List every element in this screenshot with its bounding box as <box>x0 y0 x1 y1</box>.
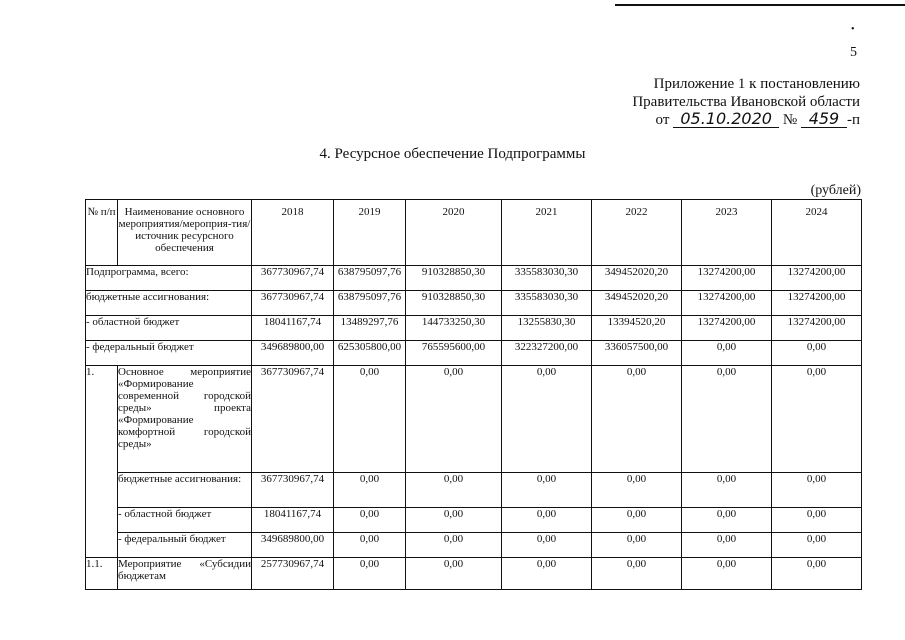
table-row <box>86 366 862 473</box>
cell-value: 0,00 <box>592 558 682 590</box>
cell-value: 0,00 <box>502 508 592 533</box>
number-label: № <box>782 112 798 128</box>
header-year: 2021 <box>502 200 592 266</box>
row-label: - федеральный бюджет <box>118 533 252 558</box>
header-year: 2019 <box>334 200 406 266</box>
section-title: 4. Ресурсное обеспечение Подпрограммы <box>319 146 586 162</box>
cell-value: 0,00 <box>406 473 502 508</box>
cell-value: 910328850,30 <box>406 291 502 316</box>
row-index: 1.1. <box>86 558 118 590</box>
cell-value: 0,00 <box>502 533 592 558</box>
cell-value: 18041167,74 <box>252 316 334 341</box>
cell-value: 0,00 <box>682 533 772 558</box>
cell-value: 0,00 <box>772 341 862 366</box>
appendix-line-3 <box>632 111 860 129</box>
header-year: 2023 <box>682 200 772 266</box>
row-label: - областной бюджет <box>86 316 252 341</box>
cell-value: 322327200,00 <box>502 341 592 366</box>
cell-value: 0,00 <box>334 558 406 590</box>
cell-value: 367730967,74 <box>252 266 334 291</box>
from-label: от <box>655 112 670 128</box>
cell-value: 0,00 <box>502 473 592 508</box>
row-label: - федеральный бюджет <box>86 341 252 366</box>
row-label: бюджетные ассигнования: <box>86 291 252 316</box>
cell-value: 0,00 <box>406 366 502 473</box>
cell-value: 367730967,74 <box>252 473 334 508</box>
cell-value: 910328850,30 <box>406 266 502 291</box>
header-year: 2018 <box>252 200 334 266</box>
table-row <box>86 473 862 508</box>
activity-name: Мероприятие «Субсидии бюджетам <box>118 558 252 590</box>
appendix-block <box>632 75 860 129</box>
cell-value: 13274200,00 <box>682 266 772 291</box>
header-year: 2024 <box>772 200 862 266</box>
cell-value: 336057500,00 <box>592 341 682 366</box>
cell-value: 0,00 <box>682 473 772 508</box>
appendix-line-2: Правительства Ивановской области <box>632 94 860 110</box>
cell-value: 13489297,76 <box>334 316 406 341</box>
header-name: Наименование основного мероприятия/мероприя-тия/источник ресурсного обеспечения <box>118 200 252 266</box>
cell-value: 0,00 <box>682 508 772 533</box>
cell-value: 0,00 <box>772 533 862 558</box>
cell-value: 367730967,74 <box>252 291 334 316</box>
cell-value: 13255830,30 <box>502 316 592 341</box>
cell-value: 0,00 <box>682 341 772 366</box>
table-row <box>86 508 862 533</box>
row-index: 1. <box>86 366 118 558</box>
cell-value: 349689800,00 <box>252 533 334 558</box>
cell-value: 0,00 <box>406 508 502 533</box>
appendix-line-1: Приложение 1 к постановлению <box>653 76 860 92</box>
cell-value: 0,00 <box>772 473 862 508</box>
page-number: 5 <box>850 45 857 60</box>
cell-value: 349452020,20 <box>592 291 682 316</box>
cell-value: 765595600,00 <box>406 341 502 366</box>
cell-value: 0,00 <box>592 473 682 508</box>
number-suffix: -п <box>846 112 860 128</box>
cell-value: 144733250,30 <box>406 316 502 341</box>
cell-value: 625305800,00 <box>334 341 406 366</box>
cell-value: 0,00 <box>334 473 406 508</box>
cell-value: 349689800,00 <box>252 341 334 366</box>
cell-value: 0,00 <box>592 508 682 533</box>
cell-value: 13274200,00 <box>772 266 862 291</box>
decree-number: 459 <box>801 111 847 128</box>
table-row <box>86 341 862 366</box>
header-index: № п/п <box>86 200 118 266</box>
cell-value: 13274200,00 <box>772 316 862 341</box>
cell-value: 0,00 <box>592 366 682 473</box>
cell-value: 0,00 <box>772 366 862 473</box>
cell-value: 13274200,00 <box>682 316 772 341</box>
cell-value: 0,00 <box>406 533 502 558</box>
cell-value: 0,00 <box>406 558 502 590</box>
table-row <box>86 533 862 558</box>
cell-value: 0,00 <box>502 366 592 473</box>
row-label: Подпрограмма, всего: <box>86 266 252 291</box>
cell-value: 13274200,00 <box>682 291 772 316</box>
cell-value: 0,00 <box>682 366 772 473</box>
cell-value: 638795097,76 <box>334 291 406 316</box>
cell-value: 349452020,20 <box>592 266 682 291</box>
cell-value: 0,00 <box>772 558 862 590</box>
table-row <box>86 316 862 341</box>
row-label: бюджетные ассигнования: <box>118 473 252 508</box>
cell-value: 0,00 <box>772 508 862 533</box>
table-row <box>86 266 862 291</box>
cell-value: 0,00 <box>682 558 772 590</box>
cell-value: 257730967,74 <box>252 558 334 590</box>
table-header-row <box>86 200 862 266</box>
cell-value: 18041167,74 <box>252 508 334 533</box>
cell-value: 638795097,76 <box>334 266 406 291</box>
scan-mark: • <box>851 24 855 35</box>
cell-value: 0,00 <box>334 508 406 533</box>
top-rule <box>615 4 905 6</box>
cell-value: 0,00 <box>334 533 406 558</box>
cell-value: 0,00 <box>334 366 406 473</box>
cell-value: 13274200,00 <box>772 291 862 316</box>
cell-value: 0,00 <box>592 533 682 558</box>
table-row <box>86 558 862 590</box>
cell-value: 13394520,20 <box>592 316 682 341</box>
activity-name: Основное мероприятие «Формирование современной городской среды» проекта «Формирование комфортной городской среды» <box>118 366 252 473</box>
header-year: 2022 <box>592 200 682 266</box>
table-row <box>86 291 862 316</box>
cell-value: 367730967,74 <box>252 366 334 473</box>
unit-label: (рублей) <box>810 183 861 198</box>
resource-table <box>85 199 862 590</box>
header-year: 2020 <box>406 200 502 266</box>
cell-value: 0,00 <box>502 558 592 590</box>
cell-value: 335583030,30 <box>502 291 592 316</box>
decree-date: 05.10.2020 <box>673 111 779 128</box>
cell-value: 335583030,30 <box>502 266 592 291</box>
row-label: - областной бюджет <box>118 508 252 533</box>
